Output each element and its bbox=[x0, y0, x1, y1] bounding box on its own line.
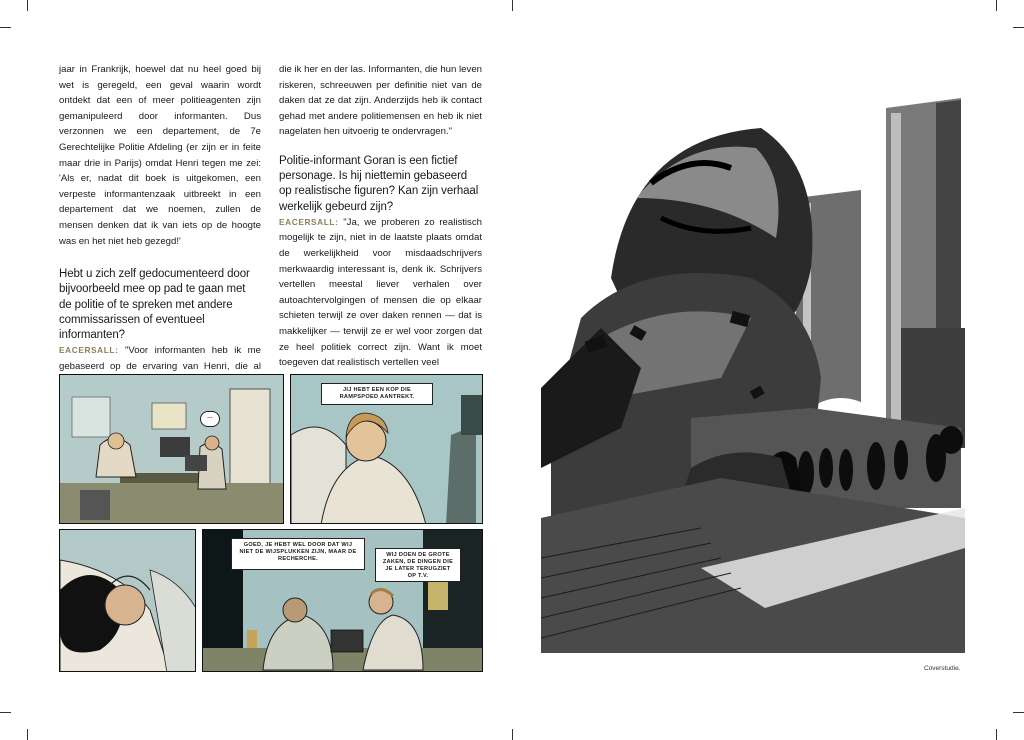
cover-drawing bbox=[541, 88, 965, 653]
body-text: die ik her en der las. Informanten, die hun leven riskeren, schreeuwen per definitie niet van de daken dat ze dat zijn. Anderzijds heb ik contact gehad met andere politiemensen en heb ik niet nagelaten hen uitvoerig te ondervragen." bbox=[279, 64, 482, 138]
interview-question: Politie-informant Goran is een fictief personage. Is hij niettemin gebaseerd op realistische figuren? Kan zijn verhaal werkelijk gebeurd zijn? bbox=[279, 154, 479, 213]
crop-mark bbox=[1013, 27, 1024, 28]
speech-bubble: ... bbox=[200, 411, 220, 427]
comic-panel-4 bbox=[202, 529, 483, 672]
speaker-label: EACERSALL: bbox=[279, 216, 339, 227]
answer-text: "Voor informanten heb ik me gebaseerd op de ervaring van Henri, die al bbox=[59, 345, 261, 372]
speech-bubble: WIJ DOEN DE GROTE ZAKEN, DE DINGEN DIE JE LATER TERUGZIET OP T.V. bbox=[375, 548, 461, 582]
figure-caption: Coverstudie. bbox=[924, 665, 961, 672]
body-text: jaar in Frankrijk, hoewel dat nu heel goed bij wet is geregeld, een geval waarin wordt ontdekt dat een of meer politieagenten zijn gemanipuleerd door informanten. Dus verzonnen we een departement, de 7e Gerechtelijke Politie Afdeling (er zijn er in feite maar drie in Parijs) omdat Henri tegen me zei: 'Als er, nadat dit boek is uitgekomen, een verpeste informantenzaak uitbreekt in een departement dat we noemen, zullen de mensen denken dat ik van iets op de hoogte was en het niet heb gezegd!' bbox=[59, 64, 261, 247]
crop-mark bbox=[996, 0, 997, 11]
interview-question: Hebt u zich zelf gedocumenteerd door bijvoorbeeld mee op pad te gaan met de politie of te spreken met andere commissarissen of eventueel informanten? bbox=[59, 268, 250, 341]
crop-mark bbox=[27, 729, 28, 740]
crop-mark bbox=[0, 27, 11, 28]
comic-panel-3 bbox=[59, 529, 196, 672]
cover-study-illustration bbox=[541, 88, 965, 653]
comic-panel-2 bbox=[290, 374, 483, 524]
speaker-label: EACERSALL: bbox=[59, 345, 119, 356]
office-scene-illustration bbox=[60, 375, 284, 524]
crop-mark bbox=[512, 729, 513, 740]
speech-bubble: JIJ HEBT EEN KOP DIE RAMPSPOED AANTREKT. bbox=[321, 383, 433, 405]
comic-panel-1 bbox=[59, 374, 284, 524]
crop-mark bbox=[1013, 712, 1024, 713]
text-column-right bbox=[279, 62, 482, 371]
crop-mark bbox=[996, 729, 997, 740]
crop-mark bbox=[512, 0, 513, 11]
crop-mark bbox=[27, 0, 28, 11]
crop-mark bbox=[0, 712, 11, 713]
speech-bubble: GOED, JE HEBT WEL DOOR DAT WIJ NIET DE WIJSPLUKKEN ZIJN, MAAR DE RECHERCHE. bbox=[231, 538, 365, 570]
interview-answer bbox=[279, 215, 482, 371]
resting-man-illustration bbox=[60, 530, 196, 672]
answer-text: "Ja, we proberen zo realistisch mogelijk te zijn, niet in de laatste plaats omdat de werkelijkheid voor misdaadschrijvers merkwaardig interessant is, denk ik. Schrijvers vertellen meestal liever verhalen over autoachtervolgingen of mensen die op elkaar schieten terwijl ze over daken rennen — dat is makkelijker — terwijl ze er wel voor zorgen dat ze heel politiek correct zijn. Want ik moet toegeven dat realistisch vertellen veel bbox=[279, 216, 482, 369]
text-column-left bbox=[59, 62, 261, 421]
